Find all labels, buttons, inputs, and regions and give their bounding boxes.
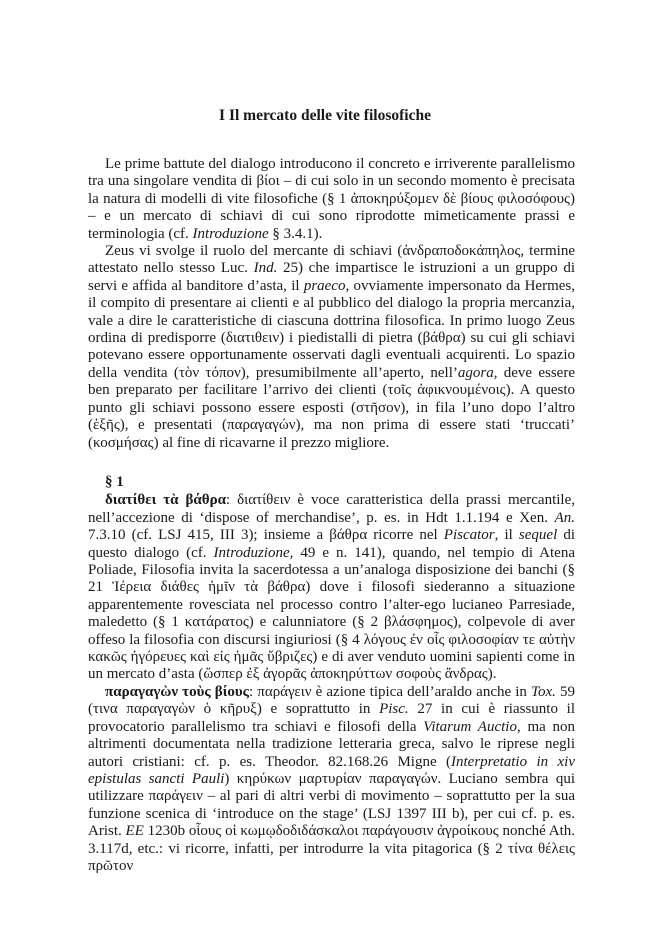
commentary-paragraph: διατίθει τὰ βάθρα: διατίθειν è voce caratteristica della prassi mercantile, nell’accezione di ‘dispose of merchandise’, p. es. in Hdt 1.1.194 e Xen. An. 7.3.10 (cf. LSJ 415, III 3); insieme a βάθρα ricorre nel Piscator, il sequel di questo dialogo (cf. Introduzione, 49 e n. 141), quando, nel tempio di Atena Poliade, Filosofia invita la sacerdotessa a un’analoga disposizione dei banchi (§ 21 Ἱέρεια διάθες ἡμῖν τὰ βάθρα) dove i filosofi siederanno a situazione apparentemente rovesciata nel processo contro l’alter-ego lucianeo Parresiade, maledetto (§ 1 κατάρατος) e calunniatore (§ 2 βλάσφημος), colpevole di aver offeso la filosofia con discursi ingiuriosi (§ 4 λόγους ἐν οἷς φιλοσοφίαν τε αὐτὴν κακῶς ἠγόρευες καὶ εἰς ἡμᾶς ὕβριζες) e di aver venduto uomini sapienti come in un mercato d’asta (ὥσπερ ἐξ ἀγορᾶς ἀποκηρύττων σοφοὺς ἄνδρας). (88, 492, 576, 683)
intro-paragraph: Le prime battute del dialogo introducono il concreto e irriverente parallelismo tra una singolare vendita di βίοι – di cui solo in un secondo momento è precisata la natura di modelli di vite filosofiche (§ 1 ἀποκηρύξομεν δὲ βίους φιλοσόφους) – e un mercato di schiavi di cui sono riprodotte mimeticamente prassi e terminologia (cf. Introduzione § 3.4.1). (88, 156, 575, 242)
commentary-paragraph: παραγαγὼν τοὺς βίους: παράγειν è azione tipica dell’araldo anche in Tox. 59 (τινα παραγαγὼν ὁ κῆρυξ) e soprattutto in Pisc. 27 in cui è riassunto il provocatorio parallelismo tra schiavi e filosofi della Vitarum Auctio, ma non altrimenti documentata nella tradizione letteraria greca, salvo le riprese negli autori cristiani: cf. p. es. Theodor. 82.168.26 Migne (Interpretatio in xiv epistulas sancti Pauli) κηρύκων μαρτυρίαν παραγαγών. Luciano sembra qui utilizzare παράγειν – al pari di altri verbi di movimento – soprattutto per la sua funzione scenica di ‘introduce on the stage’ (LSJ 1397 III b), per cui cf. p. es. Arist. EE 1230b οἷους οἱ κωμῳδοδιδάσκαλοι παράγουσιν ἀγροίκους nonché Ath. 3.117d, etc.: vi ricorre, infatti, per introdurre la vita pitagorica (§ 2 τίνα θέλεις πρῶτον (88, 683, 576, 874)
intro-paragraph: Zeus vi svolge il ruolo del mercante di schiavi (ἀνδραποδοκάπηλος, termine attestato nello stesso Luc. Ind. 25) che impartisce le istruzioni a un gruppo di servi e affida al banditore d’asta, il praeco, ovviamente impersonato da Hermes, il compito di presentare ai clienti e al pubblico del dialogo la propria mercanzia, vale a dire le caratteristiche di ciascuna dottrina filosofica. In primo luogo Zeus ordina di predisporre (διατιθειν) i piedistalli di pietra (βάθρα) su cui gli schiavi potevano essere opportunamente osservati dagli eventuali acquirenti. Lo spazio della vendita (τὸν τόπον), presumibilmente all’aperto, nell’agora, deve essere ben preparato per facilitare l’arrivo dei clienti (τοῖς ἀφικνουμένοις). A questo punto gli schiavi possono essere esposti (στῆσον), in fila l’uno dopo l’altro (ἑξῆς), e presentati (παραγαγών), ma non prima di essere stati ‘truccati’ (κοσμήσας) al fine di ricavarne il prezzo migliore. (88, 243, 575, 451)
introduction-text (88, 156, 575, 452)
commentary-section (88, 474, 575, 875)
chapter-title: I Il mercato delle vite filosofiche (219, 107, 431, 124)
section-heading: § 1 (105, 474, 124, 490)
